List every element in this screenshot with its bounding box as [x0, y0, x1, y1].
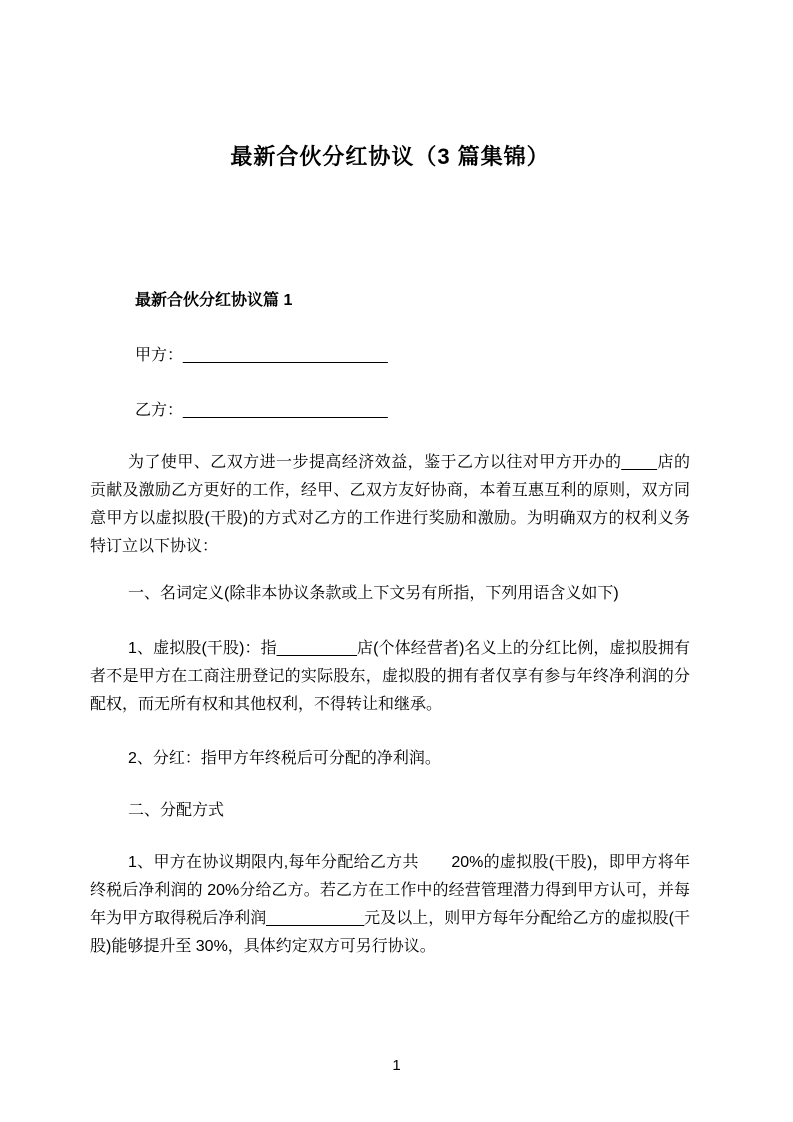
document-title: 最新合伙分红协议（3 篇集锦） [230, 144, 550, 169]
paragraph-definitions-heading: 一、名词定义(除非本协议条款或上下文另有所指，下列用语含义如下) [128, 585, 619, 602]
page-content [90, 0, 690, 961]
page-number: 1 [392, 1057, 401, 1074]
paragraph-distribution-heading: 二、分配方式 [128, 802, 225, 819]
party-a-blank: _______________________ [183, 347, 388, 364]
party-b-blank: _______________________ [183, 402, 388, 419]
paragraph-definition-dividend: 2、分红：指甲方年终税后可分配的净利润。 [128, 750, 441, 767]
section-heading: 最新合伙分红协议篇 1 [135, 292, 293, 309]
paragraph-definition-virtual-shares: 1、虚拟股(干股)：指_________店(个体经营者)名义上的分红比例，虚拟股拥有者不是甲方在工商注册登记的实际股东，虚拟股的拥有者仅享有参与年终净利润的分配权，而无所有权和其他权利，不得转让和继承。 [90, 640, 690, 713]
party-a-line [90, 342, 690, 370]
paragraph-distribution-terms: 1、甲方在协议期限内,每年分配给乙方共 20%的虚拟股(干股)，即甲方将年终税后净利润的 20%分给乙方。若乙方在工作中的经营管理潜力得到甲方认可，并每年为甲方取得税后净利润___________元及以上，则甲方每年分配给乙方的虚拟股(干股)能够提升至 30%，具体约定双方可另行协议。 [90, 854, 690, 955]
paragraph-intro: 为了使甲、乙双方进一步提高经济效益，鉴于乙方以往对甲方开办的____店的贡献及激励乙方更好的工作，经甲、乙双方友好协商，本着互惠互利的原则，双方同意甲方以虚拟股(干股)的方式对乙方的工作进行奖励和激励。为明确双方的权利义务特订立以下协议： [90, 454, 690, 555]
party-a-label: 甲方： [135, 347, 184, 364]
party-b-label: 乙方： [135, 402, 184, 419]
party-b-line [90, 397, 690, 425]
